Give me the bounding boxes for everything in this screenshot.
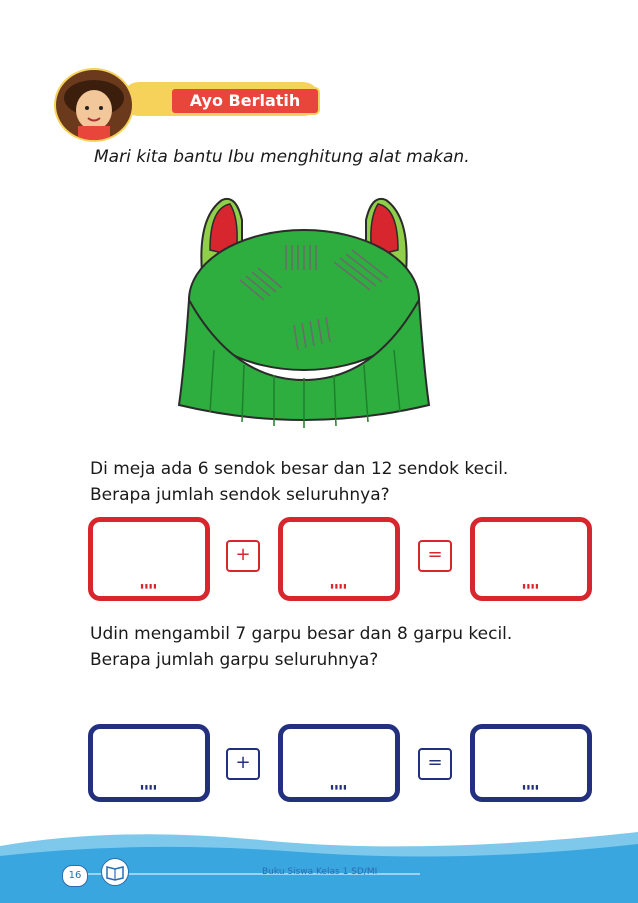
ayo-berlatih-badge	[52, 68, 301, 138]
question-1-line1: Di meja ada 6 sendok besar dan 12 sendok kecil.	[90, 459, 509, 479]
spoon-tally-icon: ▮▮▮▮	[522, 583, 540, 590]
equals-operator: =	[418, 540, 452, 572]
question-2-line2: Berapa jumlah garpu seluruhnya?	[90, 650, 379, 670]
book-title: Buku Siswa Kelas 1 SD/MI	[262, 867, 378, 877]
book-icon	[101, 858, 129, 886]
plus-operator: +	[226, 748, 260, 780]
plus-operator: +	[226, 540, 260, 572]
question-1-line2: Berapa jumlah sendok seluruhnya?	[90, 485, 390, 505]
question-2	[90, 621, 610, 673]
answer-box-1a[interactable]	[88, 517, 210, 601]
equals-operator: =	[418, 748, 452, 780]
fork-tally-icon: ▮▮▮▮	[330, 784, 348, 791]
spoon-tally-icon: ▮▮▮▮	[140, 583, 158, 590]
answer-box-1b[interactable]	[278, 517, 400, 601]
answer-box-2c[interactable]	[470, 724, 592, 802]
answer-box-1c[interactable]	[470, 517, 592, 601]
page-number: 16	[62, 865, 88, 887]
badge-label: Ayo Berlatih	[189, 91, 301, 110]
answer-box-2b[interactable]	[278, 724, 400, 802]
table-illustration	[174, 190, 434, 430]
fork-tally-icon: ▮▮▮▮	[522, 784, 540, 791]
answer-box-2a[interactable]	[88, 724, 210, 802]
question-2-line1: Udin mengambil 7 garpu besar dan 8 garpu kecil.	[90, 624, 513, 644]
footer-wave	[0, 822, 638, 903]
question-1	[90, 456, 610, 508]
fork-tally-icon: ▮▮▮▮	[140, 784, 158, 791]
child-avatar-icon	[54, 68, 134, 142]
instruction-text: Mari kita bantu Ibu menghitung alat makan.	[94, 147, 470, 167]
spoon-tally-icon: ▮▮▮▮	[330, 583, 348, 590]
